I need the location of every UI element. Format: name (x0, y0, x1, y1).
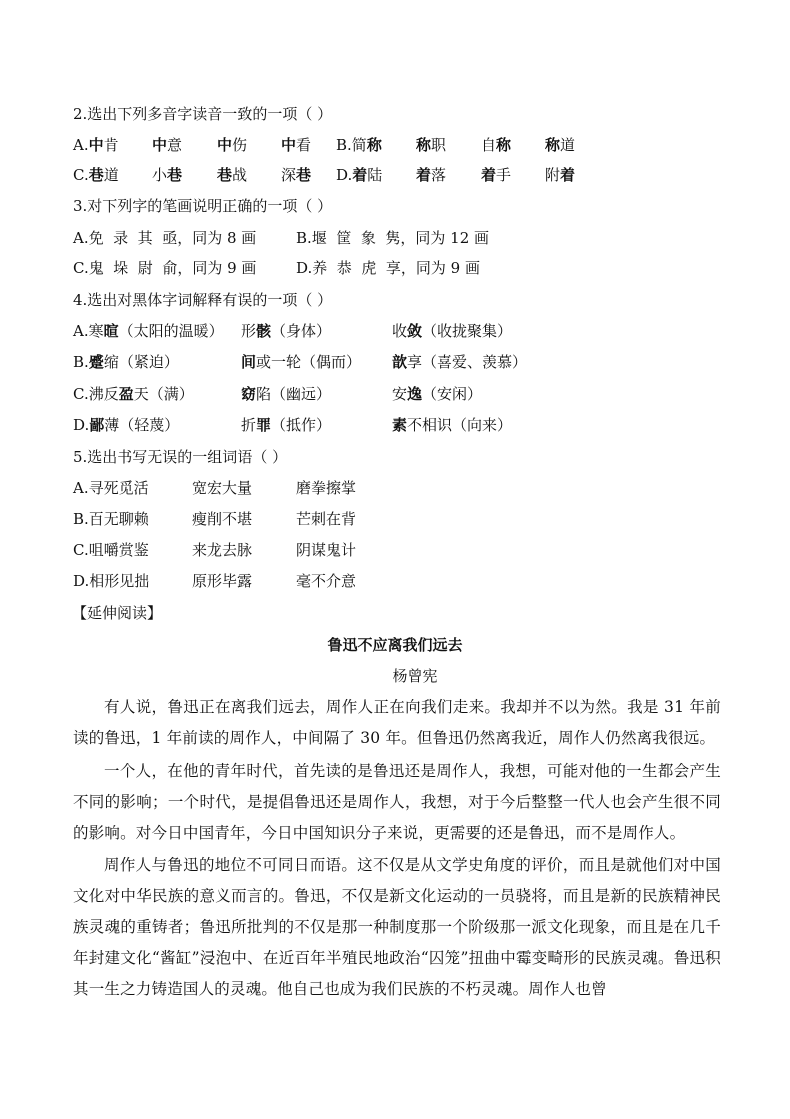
q4-c-item-1: C.沸反盈天（满） (73, 385, 194, 403)
article-paragraph-2: 一个人，在他的青年时代，首先读的是鲁迅还是周作人，我想，可能对他的一生都会产生不同的影响；一个时代，是提倡鲁迅还是周作人，我想，对于今后整整一代人也会产生很不同的影响。对今日中国青年，今日中国知识分子来说，更需要的还是鲁迅，而不是周作人。 (73, 762, 721, 842)
question-2-stem: 2.选出下列多音字读音一致的一项（ ） (73, 105, 333, 123)
q2-option-b-3: 自称 (481, 136, 512, 154)
q5-option-b-1: B.百无聊赖 (73, 510, 149, 528)
q5-option-c-2: 来龙去脉 (192, 541, 253, 559)
question-5-stem: 5.选出书写无误的一组词语（ ） (73, 448, 288, 466)
question-3-stem: 3.对下列字的笔画说明正确的一项（ ） (73, 197, 333, 215)
q3-option-c: C.鬼 垛 尉 俞，同为 9 画 (73, 259, 257, 277)
article-title: 鲁迅不应离我们远去 (327, 636, 463, 654)
q4-d-item-2: 折罪（抵作） (241, 416, 332, 434)
q2-option-a-4: 中看 (281, 136, 312, 154)
q5-option-d-2: 原形毕露 (192, 572, 253, 590)
q5-option-b-3: 芒刺在背 (296, 510, 357, 528)
section-heading: 【延伸阅读】 (72, 604, 163, 622)
q4-a-item-2: 形骸（身体） (241, 322, 332, 340)
q5-option-a-1: A.寻死觅活 (73, 479, 149, 497)
q2-option-c-4: 深巷 (281, 166, 312, 184)
q5-option-a-3: 磨拳擦掌 (296, 479, 357, 497)
article-author: 杨曾宪 (392, 667, 438, 685)
question-4-stem: 4.选出对黑体字词解释有误的一项（ ） (73, 291, 333, 309)
q4-b-item-2: 间或一轮（偶而） (241, 353, 362, 371)
q2-option-b-2: 称职 (416, 136, 447, 154)
q4-a-item-3: 收敛（收拢聚集） (392, 322, 513, 340)
q2-option-d-2: 着落 (416, 166, 447, 184)
q2-option-c-1: C.巷道 (73, 166, 119, 184)
q2-option-c-2: 小巷 (152, 166, 183, 184)
q4-d-item-1: D.鄙薄（轻蔑） (73, 416, 180, 434)
q5-option-d-1: D.相形见拙 (73, 572, 150, 590)
q4-b-item-3: 歆享（喜爱、羡慕） (392, 353, 528, 371)
q2-option-c-3: 巷战 (217, 166, 248, 184)
q2-option-a-1: A.中肯 (73, 136, 119, 154)
q4-a-item-1: A.寒暄（太阳的温暖） (73, 322, 224, 340)
q4-c-item-3: 安逸（安闲） (392, 385, 483, 403)
q2-option-d-4: 附着 (545, 166, 576, 184)
q2-option-b-4: 称道 (545, 136, 576, 154)
q4-d-item-3: 素不相识（向来） (392, 416, 513, 434)
q2-option-d-1: D.着陆 (336, 166, 383, 184)
q3-option-b: B.堰 筐 象 隽，同为 12 画 (296, 229, 490, 247)
q4-c-item-2: 窈陷（幽远） (241, 385, 332, 403)
q2-option-b-1: B.简称 (336, 136, 382, 154)
q2-option-d-3: 着手 (481, 166, 512, 184)
article-paragraph-1: 有人说，鲁迅正在离我们远去，周作人正在向我们走来。我却并不以为然。我是 31 年前读的鲁迅，1 年前读的周作人，中间隔了 30 年。但鲁迅仍然离我近，周作人仍然离我很远。 (73, 698, 721, 747)
q5-option-d-3: 毫不介意 (296, 572, 357, 590)
q2-option-a-2: 中意 (152, 136, 183, 154)
q5-option-c-3: 阴谋鬼计 (296, 541, 357, 559)
q5-option-c-1: C.咀嚼赏鉴 (73, 541, 149, 559)
article-paragraph-3: 周作人与鲁迅的地位不可同日而语。这不仅是从文学史角度的评价，而且是就他们对中国文化对中华民族的意义而言的。鲁迅，不仅是新文化运动的一员骁将，而且是新的民族精神民族灵魂的重铸者；鲁迅所批判的不仅是那一种制度那一个阶级那一派文化现象，而且是在几千年封建文化“酱缸”浸泡中、在近百年半殖民地政治“囚笼”扭曲中霉变畸形的民族灵魂。鲁迅积其一生之力铸造国人的灵魂。他自己也成为我们民族的不朽灵魂。周作人也曾 (73, 856, 721, 998)
q4-b-item-1: B.蹙缩（紧迫） (73, 353, 179, 371)
q5-option-b-2: 瘦削不堪 (192, 510, 253, 528)
q3-option-a: A.免 录 其 亟，同为 8 画 (73, 229, 257, 247)
q5-option-a-2: 宽宏大量 (192, 479, 253, 497)
q3-option-d: D.养 恭 虎 享，同为 9 画 (296, 259, 480, 277)
q2-option-a-3: 中伤 (217, 136, 248, 154)
